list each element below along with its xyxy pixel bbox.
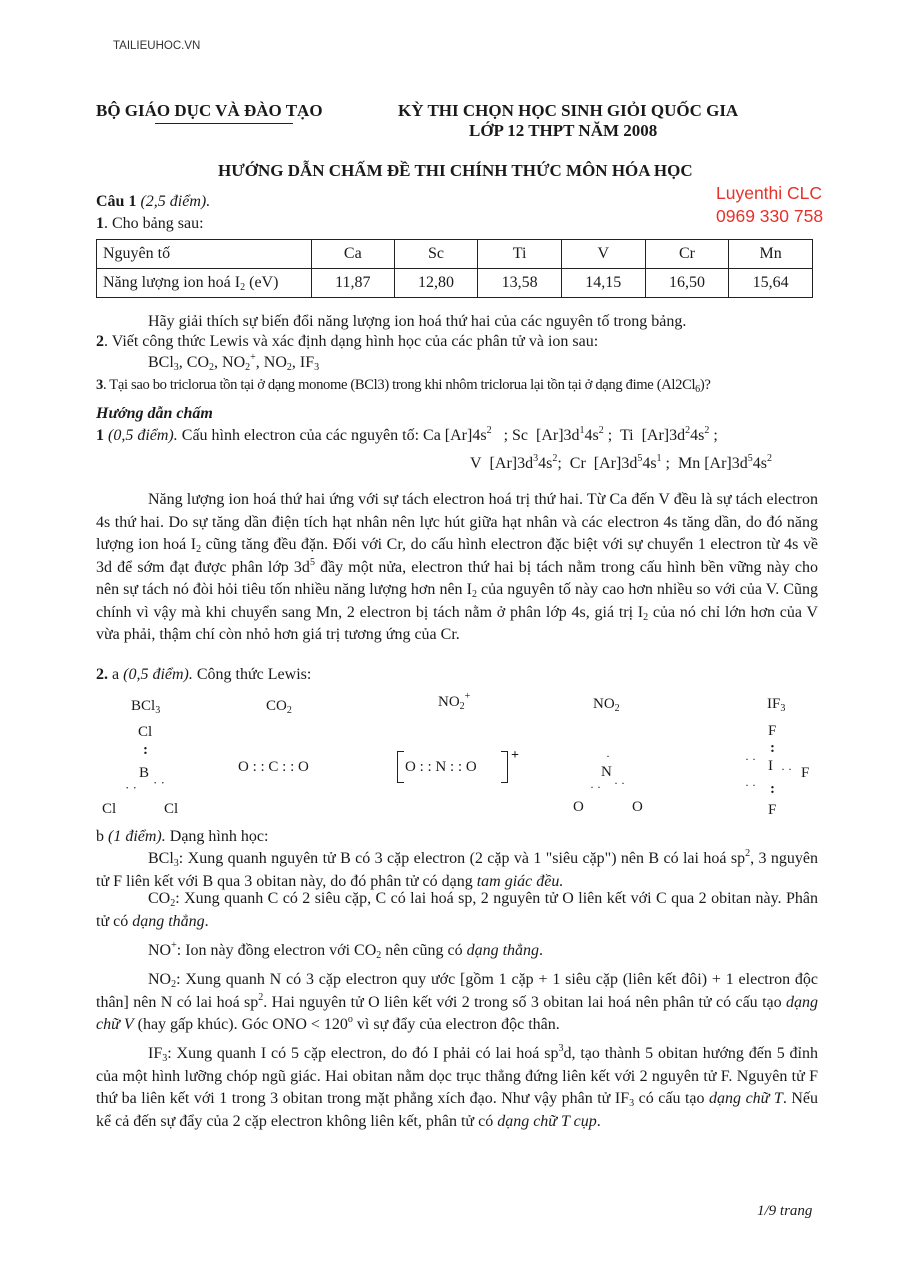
if3-iodine: I [768,758,773,774]
table-cell: Cr [645,240,729,269]
table-cell: Ca [312,240,395,269]
table-cell: 12,80 [394,269,478,298]
exam-title-line2: LỚP 12 THPT NĂM 2008 [469,121,658,140]
bcl3-boron: B [139,765,150,781]
stamp-line1: Luyenthi CLC [716,183,823,203]
bcl3-right-dots: · · [153,775,165,790]
item1-task: Hãy giải thích sự biến đổi năng lượng ion hoá thứ hai của các nguyên tố trong bảng. [148,313,687,330]
guide-heading: Hướng dẫn chấm [96,405,213,422]
no2-lone-electron: · [606,749,610,763]
guide-p1: 1 (0,5 điểm). Cấu hình electron của các nguyên tố: Ca $[Ar]4s^2$ ; Sc $[Ar]3d^14s^2$ ; Ti $[Ar]3d^24s^2$ ; [96,425,718,444]
guide-p1-configs: V $[Ar]3d^34s^2$; Cr $[Ar]3d^54s^1$ ; Mn $[Ar]3d^54s^2$ [470,453,772,472]
ionization-table [96,239,813,298]
bcl3-left-dots: · · [125,780,137,795]
table-cell: Ti [478,240,562,269]
watermark: TAILIEUHOC.VN [113,40,201,52]
question-1-item3: 3. Tại sao bo triclorua tồn tại ở dạng monome (BCl3) trong khi nhôm triclorua lại tồn tại ở dạng đime $(Al2Cl_6)$? [96,377,711,395]
lewis-co2-label: $CO_2$ [266,698,292,716]
if3-right-bond: · · [781,762,792,776]
table-row-label: Năng lượng ion hoá $I_2$ (eV) [97,269,312,298]
if3-top-bond: : [770,740,775,756]
no-plus-explanation: NO+: Ion này đồng electron với $CO_2$ nên cũng có dạng thẳng. [148,940,544,961]
table-cell: Mn [729,240,813,269]
ministry-name: BỘ GIÁO DỤC VÀ ĐÀO TẠO [96,101,323,120]
item1-text: Cho bảng sau: [112,215,204,232]
no2plus-charge: + [511,748,519,763]
ministry-underline [155,123,293,124]
question-1-item1: 1. Cho bảng sau: [96,215,204,232]
no2-right-oxygen: O [632,799,643,815]
guide-p2a: 2. a (0,5 điểm). Công thức Lewis: [96,666,312,683]
question-1-heading [96,191,818,213]
if3-top-f: F [768,723,777,739]
lewis-bcl3-label: BCl$_3$ [131,698,161,716]
table-cell: 15,64 [729,269,813,298]
if3-lone-pair-1: · · [745,752,756,766]
lewis-no2plus-label: $NO_2^+$ [438,691,471,712]
if3-right-f: F [801,765,810,781]
if3-lone-pair-2: · · [745,778,756,792]
bcl3-left-cl: Cl [102,801,117,817]
if3-bottom-f: F [768,802,777,818]
bcl3-right-cl: Cl [164,801,179,817]
table-cell: Sc [394,240,478,269]
lewis-if3-label: $IF_3$ [767,696,786,714]
bcl3-bond-dots: : [143,742,148,758]
table-cell: 16,50 [645,269,729,298]
no2plus-lewis-formula: O : : N : : O [405,759,477,775]
table-cell: V [561,240,645,269]
table-cell: 13,58 [478,269,562,298]
co2-explanation: $CO_2$: Xung quanh C có 2 siêu cặp, C có lai hoá sp, 2 nguyên tử O liên kết với C qua 2 obitan này. Phân tử có dạng thẳng. [96,890,818,930]
no2plus-right-bracket [501,751,508,783]
table-cell: 14,15 [561,269,645,298]
table-header-label: Nguyên tố [97,240,312,269]
if3-bottom-bond: : [770,781,775,797]
no2-explanation: $NO_2$: Xung quanh N có 3 cặp electron quy ước [gồm 1 cặp + 1 siêu cặp (liên kết đôi) + 1 electron độc thân] nên N có lai hoá $sp^2$. Hai nguyên tử O liên kết với 2 trong số 3 obitan lai hoá nên phân tử có cấu tạo dạng chữ V (hay gấp khúc). Góc ONO < $120^o$ vì sự đẩy của electron độc thân. [96,971,819,1033]
table-cell: 11,87 [312,269,395,298]
no2-left-oxygen: O [573,799,584,815]
question-1-points: (2,5 điểm). [140,193,211,210]
question-1-label: Câu 1 [96,193,137,210]
explanation-paragraph: Năng lượng ion hoá thứ hai ứng với sự tách electron hoá trị thứ hai. Từ Ca đến V đều là sự tách electron 4s thứ hai. Do sự tăng dần điện tích hạt nhân nên lực hút giữa hạt nhân và các electron 4s tăng dần, do đó năng lượng ion hoá $I_2$ cũng tăng đều đặn. Đối với Cr, do cấu hình electron đặc biệt với sự chuyển 1 electron từ 4s về 3d để sớm đạt được phân lớp $3d^5$ đầy một nửa, electron thứ hai bị tách nằm trong cấu hình bền vững này cho nên sự tách nó đòi hỏi tiêu tốn nhiều năng lượng hơn nên $I_2$ của nguyên tố này cao hơn nhiều so với của V. Cũng chính vì vậy mà khi chuyển sang Mn, 2 electron bị tách nằm ở phân lớp 4s, giá trị $I_2$ của nó chỉ lớn hơn của V vừa phải, thậm chí còn nhỏ hơn giá trị tương ứng của Cr. [96,491,819,643]
document-title: HƯỚNG DẪN CHẤM ĐỀ THI CHÍNH THỨC MÔN HÓA HỌC [218,161,693,180]
guide-p2b: b (1 điểm). Dạng hình học: [96,828,269,845]
no2-nitrogen: N [601,764,612,780]
page-number: 1/9 trang [757,1203,813,1219]
no2-left-dots: · · [590,780,601,794]
bcl3-top-cl: Cl [138,724,153,740]
table-row [97,240,813,269]
lewis-no2-label: $NO_2$ [593,696,620,714]
exam-title-line1: KỲ THI CHỌN HỌC SINH GIỎI QUỐC GIA [398,101,739,120]
stamp-line2: 0969 330 758 [716,206,824,226]
question-1-item2: 2. Viết công thức Lewis và xác định dạng hình học của các phân tử và ion sau: [96,333,599,350]
species-list: BCl$_3$, $CO_2$, $NO_2^+$, $NO_2$, $IF_3$ [148,352,320,373]
bcl3-explanation: BCl$_3$: Xung quanh nguyên tử B có 3 cặp electron (2 cặp và 1 "siêu cặp") nên B có lai hoá $sp^2$, 3 nguyên tử F liên kết với B qua 3 obitan này, do đó phân tử có dạng tam giác đều. [96,848,819,890]
co2-lewis-formula: O : : C : : O [238,759,309,775]
if3-explanation: $IF_3$: Xung quanh I có 5 cặp electron, do đó I phải có lai hoá $sp^3d$, tạo thành 5 obitan hướng đến 5 đỉnh của một hình lưỡng chóp ngũ giác. Hai obitan nằm dọc trục thẳng đứng liên kết với 2 nguyên tử F. Nguyên tử F thứ ba liên kết với 1 trong 3 obitan trong mặt phẳng xích đạo. Như vậy phân tử $IF_3$ có cấu tạo dạng chữ T. Nếu kể cả đến sự đẩy của 2 cặp electron không liên kết, phân tử có dạng chữ T cụp. [96,1043,819,1130]
table-row [97,269,813,298]
no2plus-left-bracket [397,751,404,783]
no2-right-dots: · · [614,776,625,790]
